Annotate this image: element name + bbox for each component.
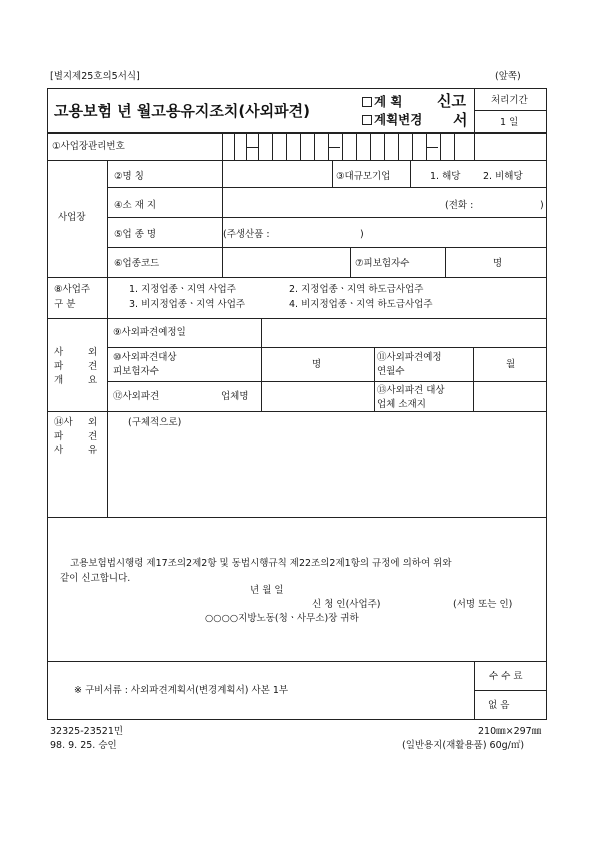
employer-type-label-1: ⑧사업주 [54,284,91,295]
processing-period-label: 처리기간 [491,95,528,106]
dispatch-date-label: ⑨사외파견예정일 [113,327,186,338]
required-documents: ※ 구비서류 : 사외파견계획서(변경계획서) 사본 1부 [74,685,289,696]
dispatch-company-label-2: 업체명 [221,391,249,402]
form-title: 고용보험 년 월고용유지조치(사외파견) [54,102,310,120]
overview-label-6: 요 [88,375,98,386]
large-company-label: ③대규모기업 [336,171,391,182]
paper-type: (일반용지(재활용품) 60g/㎡) [402,740,525,751]
overview-label-1: 사 [54,347,64,358]
dispatch-months-unit: 월 [506,359,516,370]
large-company-no[interactable]: 2. 비해당 [483,171,523,182]
dispatch-place-label-2: 업체 소재지 [377,399,426,410]
address-label: ④소 재 지 [114,200,157,211]
dispatch-target-unit: 명 [312,359,322,370]
overview-label-4: 견 [88,361,98,372]
applicant-label: 신 청 인(사업주) [312,599,381,610]
employer-option-4[interactable]: 4. 비지정업종ㆍ지역 하도급사업주 [289,299,433,310]
option-plan-change[interactable]: 계획변경 [362,114,422,127]
overview-label-2: 외 [88,347,98,358]
overview-label-3: 파 [54,361,64,372]
declaration-line-1: 고용보험법시행령 제17조의2제2항 및 동법시행규칙 제22조의2제1항의 규정에 의하여 위와 [70,558,452,569]
insured-count-label: ⑦피보험자수 [355,258,410,269]
reason-label-1b: 외 [88,417,98,428]
form-number: [별지제25호의5서식] [50,71,140,82]
processing-period-value: 1 일 [500,117,519,128]
paper-size: 210㎜×297㎜ [478,726,542,737]
insured-count-unit: 명 [493,258,503,269]
employer-type-label-2: 구 분 [54,299,76,310]
fee-label: 수 수 료 [489,671,523,682]
declaration-line-2: 같이 신고합니다. [60,573,131,584]
employer-option-2[interactable]: 2. 지정업종ㆍ지역 하도급사업주 [289,284,424,295]
checkbox-icon[interactable] [362,97,372,107]
large-company-yes[interactable]: 1. 해당 [430,171,461,182]
addressee: ○○○○지방노동(청ㆍ사무소)장 귀하 [205,613,359,624]
name-label: ②명 칭 [114,171,144,182]
dispatch-months-label-1: ⑪사외파견예정 [377,352,442,363]
checkbox-icon[interactable] [362,115,372,125]
employer-option-3[interactable]: 3. 비지정업종ㆍ지역 사업주 [129,299,246,310]
phone-label: (전화 : [445,200,474,211]
page-side-label: (앞쪽) [495,71,521,82]
dispatch-company-label-1: ⑫사외파견 [113,391,160,402]
form-code: 32325-23521민 [50,726,124,737]
form-frame [47,88,547,720]
overview-label-5: 개 [54,375,64,386]
main-product-end: ) [360,229,364,240]
reason-label-1a: ⑭사 [54,417,73,428]
option-plan[interactable]: 계 획 [362,96,403,109]
reason-input[interactable] [112,430,542,512]
reason-label-3a: 사 [54,445,64,456]
dispatch-place-label-1: ⑬사외파견 대상 [377,385,445,396]
reason-label-3b: 유 [88,445,98,456]
employer-option-1[interactable]: 1. 지정업종ㆍ지역 사업주 [129,284,236,295]
main-product-label: (주생산품 : [223,229,270,240]
reason-label-2b: 견 [88,431,98,442]
reason-hint: (구체적으로) [128,417,182,428]
fee-value: 없 음 [488,700,510,711]
phone-end: ) [540,200,544,211]
title-suffix-2: 서 [453,111,468,129]
approval-date: 98. 9. 25. 승인 [50,740,117,751]
reg-number-label: ①사업장관리번호 [52,141,125,152]
reg-number-boxes[interactable] [222,132,474,160]
industry-code-label: ⑥업종코드 [114,258,160,269]
business-group-label: 사업장 [58,212,86,223]
dispatch-target-label-2: 피보험자수 [113,366,159,377]
dispatch-target-label-1: ⑩사외파견대상 [113,352,177,363]
industry-label: ⑤업 종 명 [114,229,157,240]
dispatch-months-label-2: 연월수 [377,366,405,377]
signature-label[interactable]: (서명 또는 인) [453,599,513,610]
reason-label-2a: 파 [54,431,64,442]
title-suffix-1: 신고 [437,92,466,110]
declaration-date[interactable]: 년 월 일 [250,585,284,596]
